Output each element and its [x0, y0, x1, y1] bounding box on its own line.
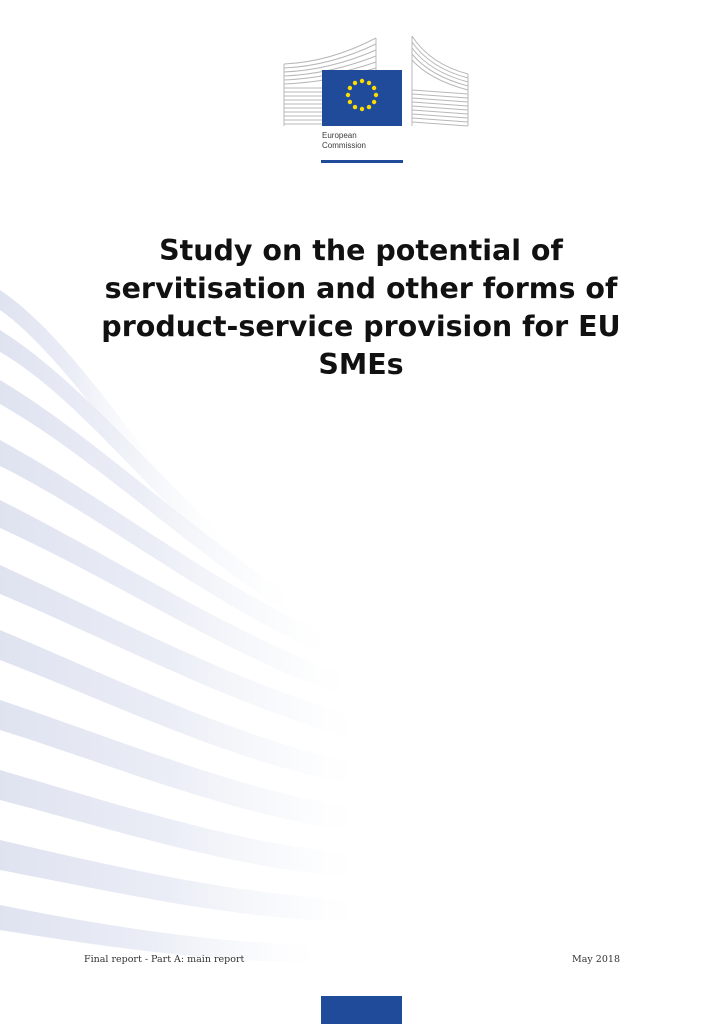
eu-flag-icon [322, 70, 402, 126]
report-subtitle: Final report - Part A: main report [84, 954, 245, 965]
footer-blue-bar [321, 996, 402, 1024]
logo-underline [321, 160, 403, 163]
report-date: May 2018 [572, 954, 620, 965]
logo-wordmark-line1: European [322, 131, 357, 140]
report-title: Study on the potential of servitisation and other forms of product-service provision for EU SMEs [101, 234, 621, 381]
logo-wordmark-line2: Commission [322, 141, 367, 150]
logo-wordmark [322, 131, 412, 151]
